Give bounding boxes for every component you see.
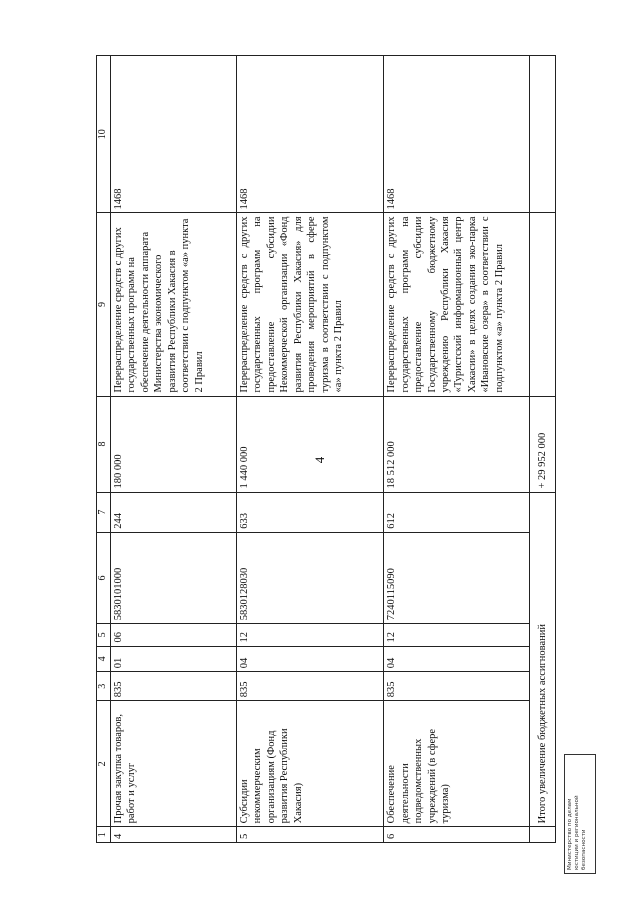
row-number: 6 <box>384 827 529 843</box>
row-number: 4 <box>111 827 237 843</box>
rotated-table-container <box>96 55 556 843</box>
table-row <box>384 56 529 843</box>
header-cell: 4 <box>97 646 111 672</box>
total-empty-cell <box>529 827 555 843</box>
row-number: 5 <box>236 827 383 843</box>
table-row <box>111 56 237 843</box>
reason-text: Перераспределение средств с других государственных программ на предоставление субсидии Некоммерческой организации «Фонд развития Республики Хакасия» для проведения мероприятий в сфере туризма в соответствии с подпунктом «а» пункта 2 Правил <box>236 213 383 396</box>
column-10-value: 1468 <box>236 56 383 213</box>
header-cell: 1 <box>97 827 111 843</box>
code-target: 5830128030 <box>236 532 383 624</box>
code-ministry: 835 <box>111 672 237 701</box>
expense-name: Субсидии некоммерческим организациям (Фонд развития Республики Хакасия) <box>236 701 383 827</box>
code-ministry: 835 <box>236 672 383 701</box>
total-row <box>529 56 555 843</box>
expense-name: Обеспечение деятельности подведомственных учреждений (в сфере туризма) <box>384 701 529 827</box>
code-target: 5830101000 <box>111 532 237 624</box>
amount: 1 440 000 <box>236 396 383 492</box>
total-empty-cell <box>529 213 555 396</box>
amount: 18 512 000 <box>384 396 529 492</box>
header-cell: 6 <box>97 532 111 624</box>
header-cell: 5 <box>97 624 111 646</box>
code-section: 01 <box>111 646 237 672</box>
total-label: Итого увеличение бюджетных ассигнований <box>529 492 555 827</box>
column-10-value: 1468 <box>111 56 237 213</box>
header-cell: 10 <box>97 56 111 213</box>
header-cell: 7 <box>97 492 111 532</box>
reason-text: Перераспределение средств с других государственных программ на обеспечение деятельности аппарата Министерства экономического развития Республики Хакасия в соответствии с подпунктом «а» пункта 2 Правил <box>111 213 237 396</box>
code-ministry: 835 <box>384 672 529 701</box>
code-target: 7240115090 <box>384 532 529 624</box>
amount: 180 000 <box>111 396 237 492</box>
code-expense-type: 612 <box>384 492 529 532</box>
column-10-value: 1468 <box>384 56 529 213</box>
stamp-line: Министерство по делам <box>567 798 573 870</box>
total-value: + 29 952 000 <box>529 396 555 492</box>
header-cell: 8 <box>97 396 111 492</box>
code-subsection: 12 <box>384 624 529 646</box>
code-expense-type: 244 <box>111 492 237 532</box>
total-empty-cell <box>529 56 555 213</box>
code-section: 04 <box>384 646 529 672</box>
budget-table <box>96 55 556 843</box>
code-subsection: 12 <box>236 624 383 646</box>
stamp-line: безопасности <box>581 829 587 870</box>
header-cell: 9 <box>97 213 111 396</box>
reason-text: Перераспределение средств с других государственных программ на предоставление субсидии Государственному бюджетному учреждению Республики Хакасия «Туристский информационный центр Хакасии» в целях создания эко-парка «Ивановские озера» в соответствии с подпунктом «а» пункта 2 Правил <box>384 213 529 396</box>
header-cell: 2 <box>97 701 111 827</box>
stamp-text <box>565 755 595 873</box>
code-section: 04 <box>236 646 383 672</box>
header-cell: 3 <box>97 672 111 701</box>
code-expense-type: 633 <box>236 492 383 532</box>
registration-stamp <box>564 754 596 874</box>
page-number: 4 <box>312 456 327 464</box>
stamp-line: юстиции и региональной <box>574 795 580 870</box>
expense-name: Прочая закупка товаров, работ и услуг <box>111 701 237 827</box>
header-row <box>97 56 111 843</box>
table-row <box>236 56 383 843</box>
code-subsection: 06 <box>111 624 237 646</box>
